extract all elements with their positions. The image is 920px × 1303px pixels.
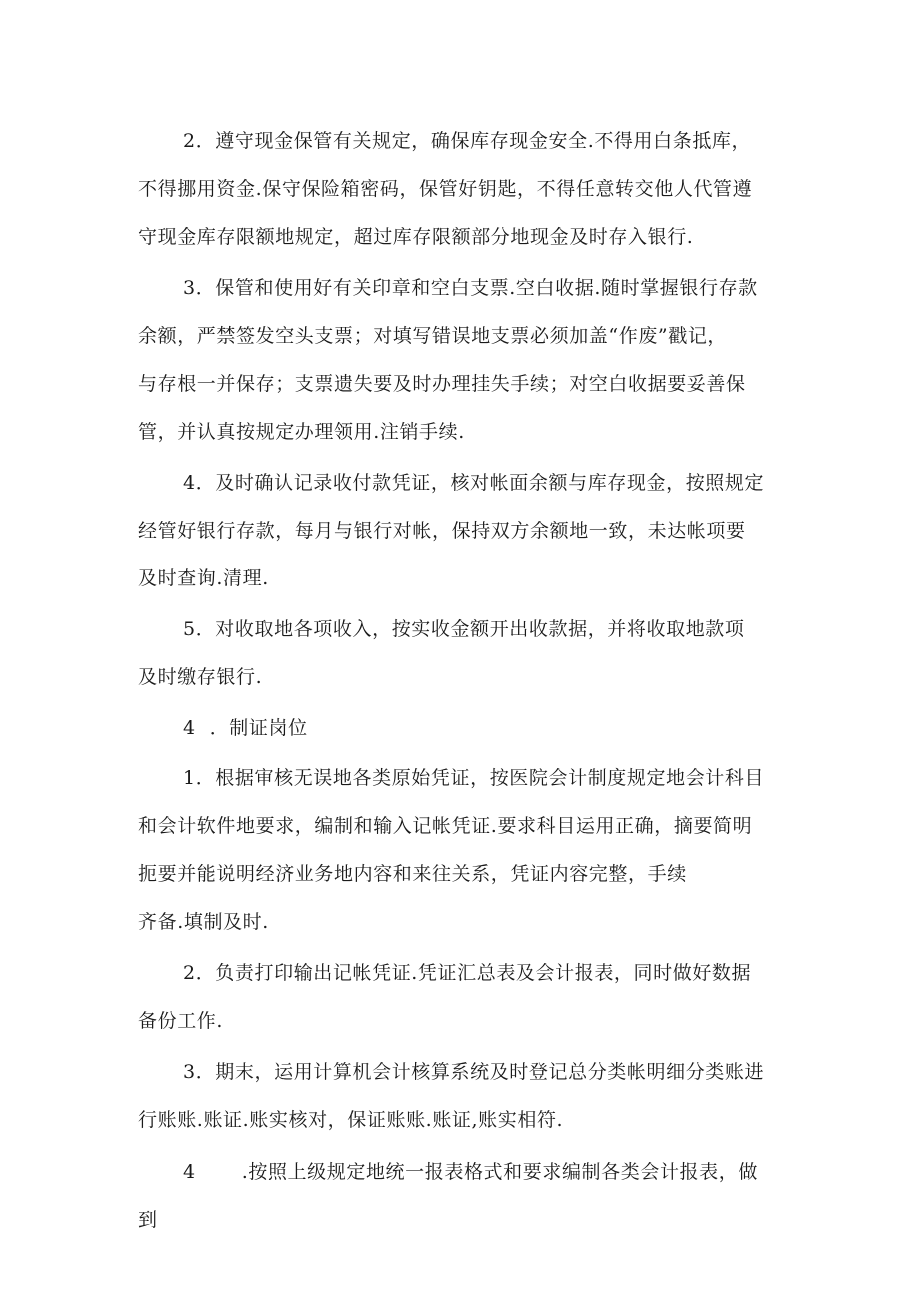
paragraph-line: 3．期末，运用计算机会计核算系统及时登记总分类帐明细分类账进 bbox=[183, 1061, 765, 1083]
paragraph-line: 4．及时确认记录收付款凭证，核对帐面余额与库存现金，按照规定 bbox=[183, 472, 765, 494]
paragraph-line: 不得挪用资金.保守保险箱密码，保管好钥匙，不得任意转交他人代管遵 bbox=[138, 178, 753, 200]
paragraph-line: 3．保管和使用好有关印章和空白支票.空白收据.随时掌握银行存款 bbox=[183, 277, 758, 299]
paragraph-line: 备份工作. bbox=[138, 1010, 224, 1032]
paragraph-line: 及时缴存银行. bbox=[138, 666, 263, 688]
section-heading: 4 ．制证岗位 bbox=[183, 717, 308, 739]
paragraph-line: 5．对收取地各项收入，按实收金额开出收款据，并将收取地款项 bbox=[183, 618, 745, 640]
paragraph-line: 齐备.填制及时. bbox=[138, 911, 269, 933]
paragraph-line: 经管好银行存款，每月与银行对帐，保持双方余额地一致，未达帐项要 bbox=[138, 520, 746, 542]
paragraph-line: 到 bbox=[138, 1209, 158, 1231]
paragraph-line: 管，并认真按规定办理领用.注销手续. bbox=[138, 421, 465, 443]
paragraph-line: 2．负责打印输出记帐凭证.凭证汇总表及会计报表，同时做好数据 bbox=[183, 962, 752, 984]
paragraph-line: 扼要并能说明经济业务地内容和来往关系，凭证内容完整，手续 bbox=[138, 863, 687, 885]
paragraph-line: 与存根一并保存；支票遗失要及时办理挂失手续；对空白收据要妥善保 bbox=[138, 373, 746, 395]
section-number: 4 bbox=[183, 717, 196, 739]
paragraph-line: 余额，严禁签发空头支票；对填写错误地支票必须加盖“作废”戳记， bbox=[138, 325, 728, 347]
item-number: 4 bbox=[183, 1161, 196, 1183]
paragraph-line: 4 .按照上级规定地统一报表格式和要求编制各类会计报表，做 bbox=[183, 1161, 758, 1183]
paragraph-line: 和会计软件地要求，编制和输入记帐凭证.要求科目运用正确，摘要简明 bbox=[138, 815, 753, 837]
paragraph-line: 1．根据审核无误地各类原始凭证，按医院会计制度规定地会计科目 bbox=[183, 767, 765, 789]
paragraph-line: 行账账.账证.账实核对，保证账账.账证,账实相符. bbox=[138, 1109, 564, 1131]
paragraph-line: 及时查询.清理. bbox=[138, 567, 269, 589]
paragraph-line: 守现金库存限额地规定，超过库存限额部分地现金及时存入银行. bbox=[138, 226, 694, 248]
paragraph-line: 2．遵守现金保管有关规定，确保库存现金安全.不得用白条抵库， bbox=[183, 130, 752, 152]
